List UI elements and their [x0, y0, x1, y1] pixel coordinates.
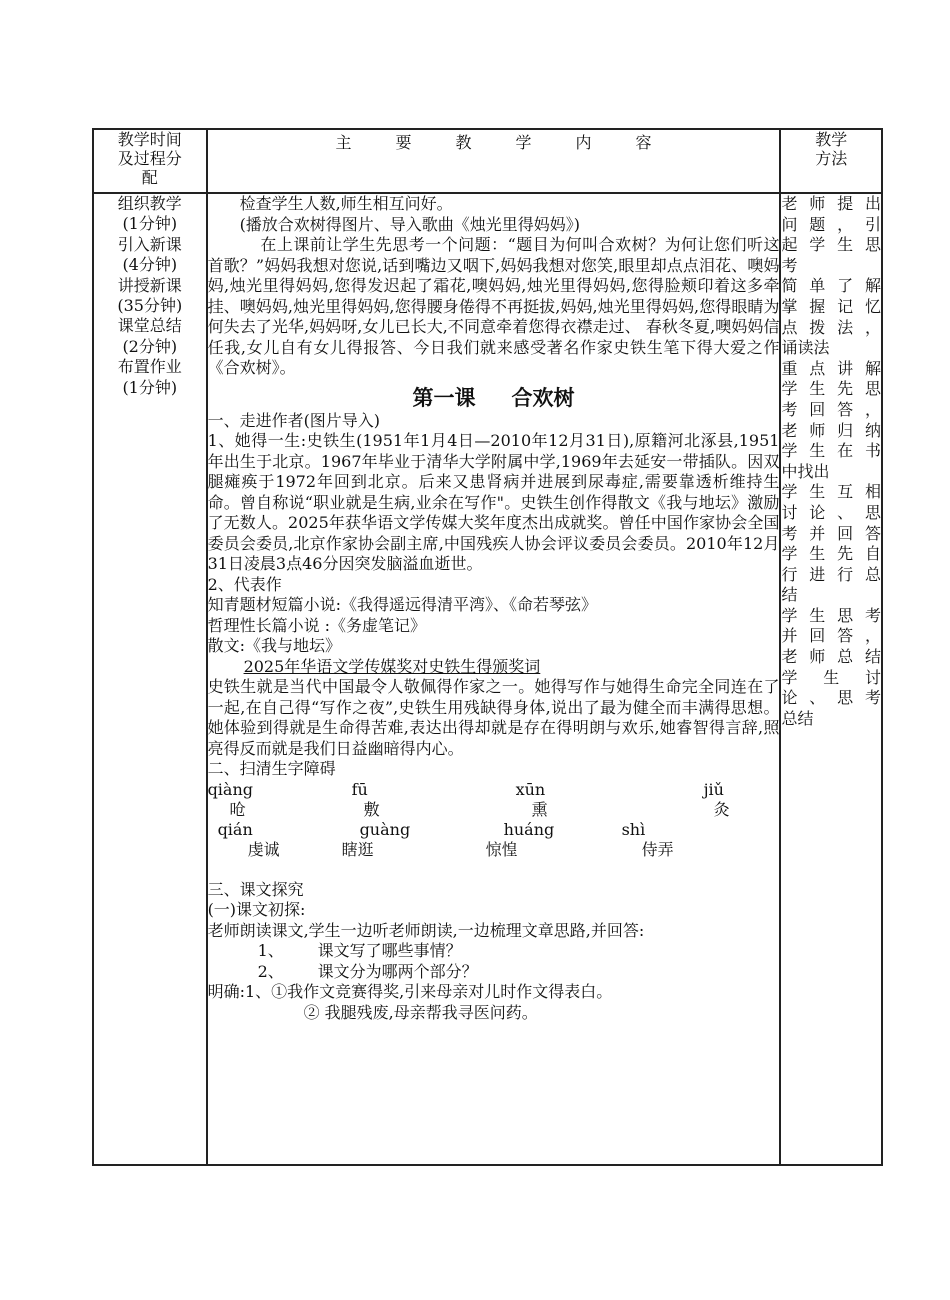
- pinyin: shì: [621, 819, 646, 839]
- works-item: 知青题材短篇小说:《我得遥远得清平湾》、《命若琴弦》: [207, 595, 597, 614]
- hanzi: 灸: [713, 799, 730, 819]
- section-3-subtitle: (一)课文初探:: [207, 900, 306, 919]
- teaching-method-cell: 老师提出 问题，引 起学生思 考 简单了解 掌握记忆 点拨法， 诵读法 重点讲解 学生先思 考回答， 老师归纳 学生在书 中找出 学生互相 讨论、思 考并回答 学生先自 行进行总 结 学生思考 并回答， 老师总结 学生讨 论、思考 总结: [780, 193, 882, 1165]
- works-heading: 2、代表作: [207, 574, 282, 594]
- intro-paragraph-3: 在上课前让学生先思考一个问题：“题目为何叫合欢树？为何让您们听这首歌？”妈妈我想对您说,话到嘴边又咽下,妈妈我想对您笑,眼里却点点泪花、噢妈妈,烛光里得妈妈,您得发迟起了霜花,噢妈妈,烛光里得妈妈,您得脸颊印着这多牵挂、噢妈妈,烛光里得妈妈,您得腰身倦得不再挺拔,妈妈,烛光里得妈妈,您得眼睛为何失去了光华,妈妈呀,女儿已长大,不同意牵着您得衣襟走过、 春秋冬夏,噢妈妈信任我,女儿自有女儿得报答、今日我们就来感受著名作家史铁生笔下得大爱之作《合欢树》。: [207, 235, 780, 377]
- pinyin: jiǔ: [703, 779, 724, 799]
- answer-line-2: ② 我腿残废,母亲帮我寻医问药。: [303, 1002, 538, 1022]
- award-text: 史铁生就是当代中国最令人敬佩得作家之一。她得写作与她得生命完全同连在了一起,在自己得“写作之夜”,史铁生用残缺得身体,说出了最为健全而丰满得思想。她体验到得就是生命得苦难,表达出得却就是存在得明朗与欢乐,她睿智得言辞,照亮得反而就是我们日益幽暗得内心。: [207, 677, 780, 758]
- pinyin: xūn: [515, 779, 546, 799]
- pinyin: huáng: [503, 819, 555, 839]
- section-1-title: 一、走进作者(图片导入): [207, 410, 381, 430]
- pinyin-row-2: [208, 820, 780, 840]
- section-3-instruction: 老师朗读课文,学生一边听老师朗读,一边梳理文章思路,并回答:: [207, 920, 645, 940]
- stage-duration: (1分钟): [122, 214, 178, 234]
- pinyin: guàng: [359, 819, 411, 839]
- hanzi: 瞎逛: [341, 839, 374, 859]
- author-bio: 1、她得一生:史铁生(1951年1月4日—2010年12月31日),原籍河北涿县,1951年出生于北京。1967年毕业于清华大学附属中学,1969年去延安一带插队。因双腿瘫痪于1972年回到北京。后来又患肾病并进展到尿毒症,需要靠透析维持生命。曾自称说“职业就是生病,业余在写作"。史铁生创作得散文《我与地坛》激励了无数人。2025年获华语文学传媒大奖年度杰出成就奖。曾任中国作家协会全国委员会委员,北京作家协会副主席,中国残疾人协会评议委员会委员。2010年12月31日凌晨3点46分因突发脑溢血逝世。: [207, 431, 780, 573]
- header-method-cell: 教学 方法: [780, 129, 882, 193]
- stage-duration: (4分钟): [122, 255, 178, 275]
- char-row-2: [208, 840, 780, 860]
- time-allocation-cell: [93, 193, 207, 1165]
- stage-label: 组织教学: [117, 194, 182, 213]
- intro-paragraph-1: 检查学生人数,师生相互问好。: [239, 194, 453, 213]
- pinyin: fū: [351, 779, 368, 799]
- lesson-plan-table: [92, 128, 883, 1166]
- hanzi: 侍弄: [641, 839, 674, 859]
- stage-duration: (2分钟): [122, 336, 178, 356]
- char-row-1: [208, 800, 780, 820]
- hanzi: 熏: [531, 799, 548, 819]
- header-row: [93, 129, 882, 193]
- section-3-title: 三、课文探究: [207, 879, 304, 899]
- intro-paragraph-2: (播放合欢树得图片、导入歌曲《烛光里得妈妈》): [239, 214, 581, 234]
- stage-label: 课堂总结: [117, 316, 182, 336]
- hanzi: 惊惶: [485, 839, 518, 859]
- spacer: [208, 860, 780, 880]
- stage-duration: (1分钟): [122, 377, 178, 397]
- main-content-cell: [207, 193, 781, 1165]
- question-item: 1、 课文写了哪些事情？: [257, 941, 462, 960]
- header-content-cell: 主 要 教 学 内 容: [207, 129, 781, 193]
- question-item: 2、 课文分为哪两个部分？: [257, 961, 478, 981]
- stage-label: 布置作业: [117, 357, 182, 377]
- stage-label: 讲授新课: [117, 275, 182, 295]
- award-title: 2025年华语文学传媒奖对史铁生得颁奖词: [243, 656, 541, 676]
- pinyin: qián: [217, 819, 253, 839]
- stage-duration: (35分钟): [117, 296, 183, 316]
- works-item: 哲理性长篇小说 :《务虚笔记》: [207, 615, 427, 635]
- lesson-title: 第一课 合欢树: [412, 384, 575, 410]
- section-2-title: 二、扫清生字障碍: [207, 759, 336, 778]
- hanzi: 敷: [363, 799, 380, 819]
- works-item: 散文:《我与地坛》: [207, 636, 341, 655]
- pinyin-row-1: [208, 780, 780, 800]
- body-row: [93, 193, 882, 1165]
- stage-label: 引入新课: [117, 234, 182, 254]
- hanzi: 呛: [229, 799, 246, 819]
- answer-line-1: 明确:1、①我作文竞赛得奖,引来母亲对儿时作文得表白。: [207, 982, 613, 1001]
- pinyin: qiàng: [207, 779, 254, 799]
- hanzi: 虔诚: [247, 839, 280, 859]
- header-time-cell: 教学时间 及过程分 配: [93, 129, 207, 193]
